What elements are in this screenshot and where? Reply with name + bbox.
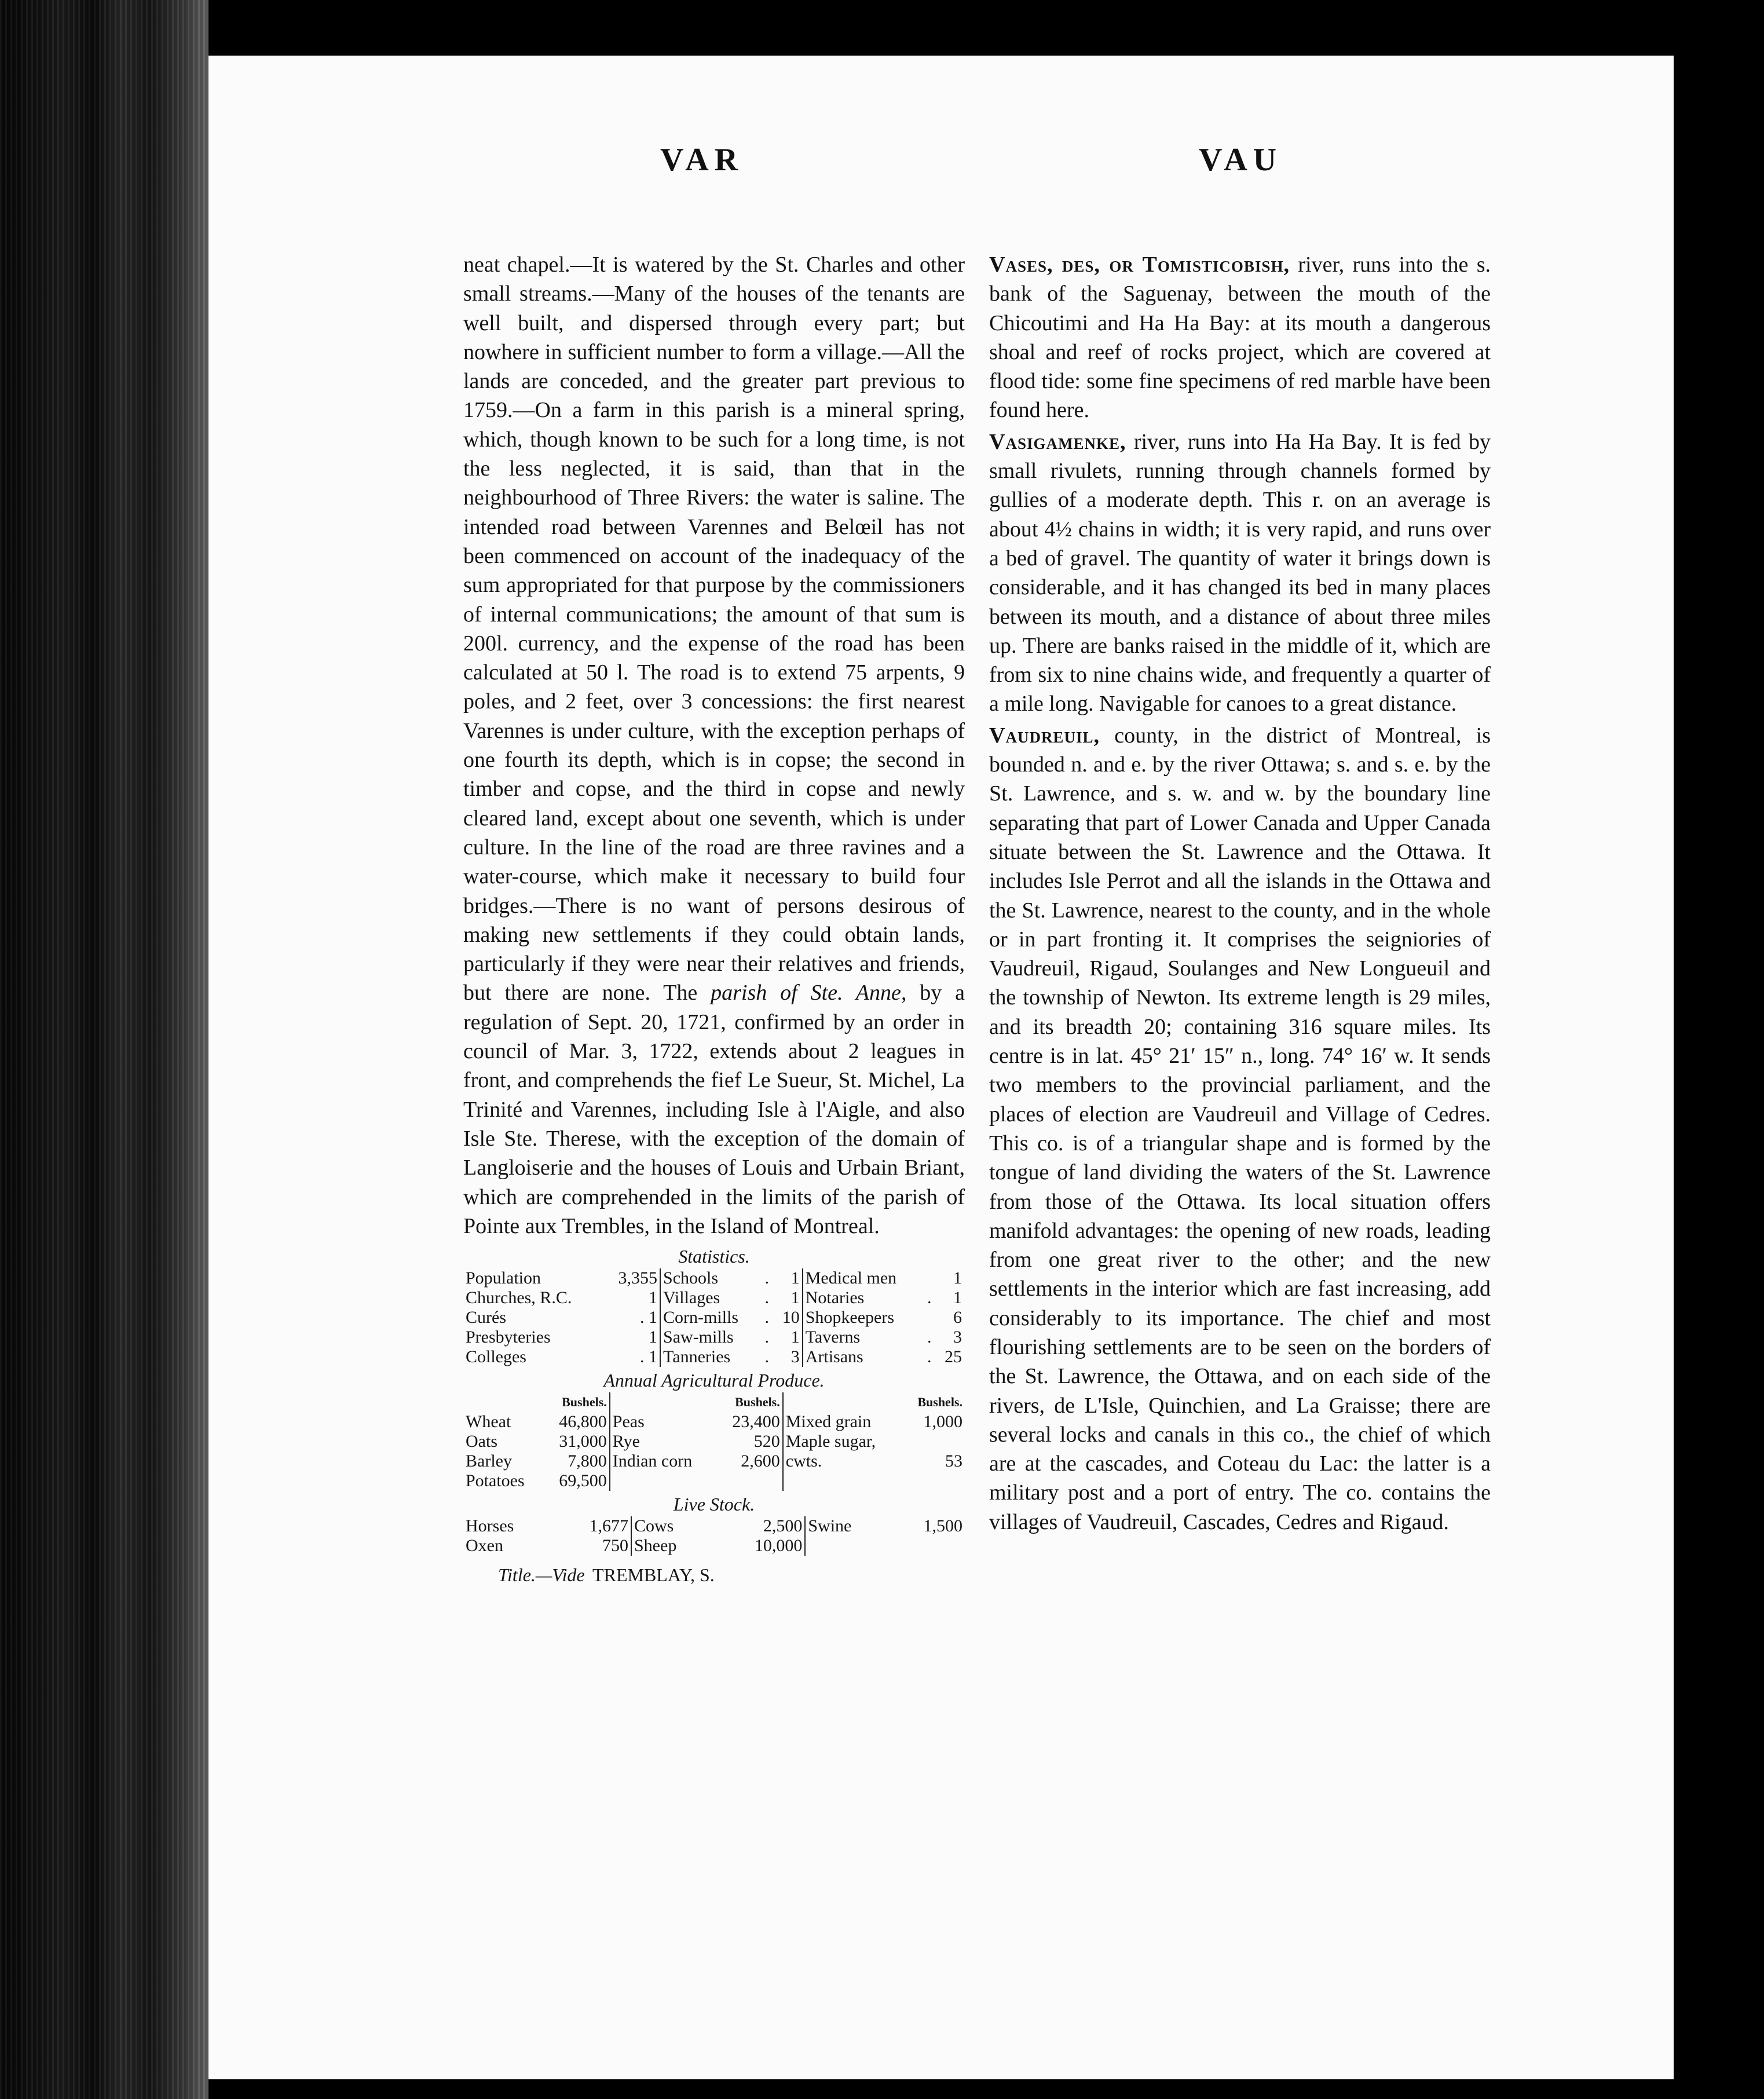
livestock-row [463, 1536, 965, 1556]
running-head-right: VAU [1199, 142, 1283, 178]
stat-label: Notaries [805, 1288, 865, 1308]
livestock-label: Sheep [634, 1536, 677, 1556]
stat-label: Taverns [805, 1328, 861, 1347]
produce-label: Peas [612, 1412, 645, 1432]
livestock-label [805, 1536, 889, 1556]
produce-value [716, 1471, 783, 1491]
produce-value: 23,400 [716, 1412, 783, 1432]
statistics-title: Statistics. [678, 1246, 750, 1267]
stat-value: 1 [604, 1288, 660, 1308]
stat-label: Saw-mills [663, 1328, 734, 1347]
produce-value: 69,500 [543, 1471, 610, 1491]
stat-value: 1 [953, 1288, 962, 1308]
produce-value: 53 [945, 1451, 962, 1471]
stat-label: Curés [466, 1308, 506, 1328]
stat-value: 1 [774, 1268, 803, 1288]
stat-label: Tanneries [663, 1347, 731, 1367]
livestock-value: 750 [555, 1536, 631, 1556]
statistics-row [463, 1268, 964, 1288]
entry-vasigamenke-head: Vasigamenke, [989, 429, 1126, 454]
produce-unit-2: Bushels. [716, 1392, 783, 1412]
livestock-value: 10,000 [713, 1536, 805, 1556]
livestock-table [463, 1516, 965, 1556]
left-paragraph-tail: by a regulation of Sept. 20, 1721, confirmed by an order in council of Mar. 3, 1722, extends about 2 leagues in front, and comprehends the fief Le Sueur, St. Michel, La Trinité and Varennes, including Isle à l'Aigle, and also Isle Ste. Therese, with the exception of the domain of Langloiserie and the houses of Louis and Urbain Briant, which are comprehended in the limits of the parish of Pointe aux Trembles, in the Island of Montreal. [463, 981, 965, 1238]
stat-value: 1 [953, 1268, 962, 1288]
livestock-title: Live Stock. [673, 1494, 755, 1515]
entry-vaudreuil-head: Vaudreuil, [989, 723, 1100, 748]
entry-vasigamenke [989, 427, 1491, 719]
produce-label: Barley [466, 1451, 512, 1471]
stat-label: Presbyteries [466, 1328, 551, 1347]
stat-dot: . [927, 1288, 932, 1308]
produce-label [783, 1471, 903, 1491]
produce-unit-1: Bushels. [543, 1392, 610, 1412]
produce-table [463, 1392, 965, 1491]
livestock-value: 1,500 [923, 1516, 962, 1536]
stat-dot [925, 1268, 936, 1288]
entry-vases [989, 250, 1491, 425]
stat-value: 3 [953, 1328, 962, 1347]
title-note [463, 1565, 965, 1585]
stat-value: 1 [774, 1288, 803, 1308]
produce-value: 31,000 [543, 1432, 610, 1451]
statistics-row [463, 1308, 964, 1328]
livestock-label: Swine [808, 1516, 852, 1536]
statistics-block [463, 1246, 965, 1585]
produce-label: Indian corn [612, 1451, 693, 1471]
produce-label: Oats [466, 1432, 497, 1451]
title-note-italic: Title.—Vide [498, 1564, 585, 1586]
produce-value: 1,000 [923, 1412, 962, 1432]
produce-label: cwts. [785, 1451, 822, 1471]
produce-label: Rye [612, 1432, 640, 1451]
title-note-text: TREMBLAY, S. [592, 1564, 715, 1586]
statistics-table [463, 1268, 965, 1367]
produce-value: 520 [716, 1432, 783, 1451]
produce-row [463, 1432, 965, 1451]
livestock-label: Cows [634, 1516, 674, 1536]
left-paragraph [463, 250, 965, 1241]
stat-label: Population [466, 1268, 541, 1288]
stat-value: . 1 [604, 1347, 660, 1367]
entry-vases-head: Vases, des, or Tomisticobish, [989, 253, 1290, 277]
produce-value: 46,800 [543, 1412, 610, 1432]
stat-dot: . [764, 1268, 770, 1288]
produce-unit-3: Bushels. [917, 1395, 962, 1410]
livestock-label: Horses [466, 1516, 514, 1536]
produce-value: 2,600 [716, 1451, 783, 1471]
stat-value: 1 [774, 1328, 803, 1347]
entry-vases-text: river, runs into the s. bank of the Saguenay, between the mouth of the Chicoutimi and Ha Ha Bay: at its mouth a dangerous shoal and reef of rocks project, which are covered at flood tide: some fine specimens of red marble have been found here. [989, 253, 1491, 423]
produce-value [902, 1471, 965, 1491]
livestock-value: 1,677 [555, 1516, 631, 1536]
stat-dot: . [764, 1347, 770, 1367]
produce-label [610, 1471, 716, 1491]
running-head-left: VAR [660, 142, 744, 178]
stat-dot [925, 1308, 936, 1328]
stat-dot: . [764, 1328, 770, 1347]
stat-label: Villages [663, 1288, 720, 1308]
produce-row [463, 1471, 965, 1491]
statistics-row [463, 1328, 964, 1347]
livestock-value: 2,500 [713, 1516, 805, 1536]
stat-label: Artisans [805, 1347, 863, 1367]
produce-title: Annual Agricultural Produce. [603, 1370, 825, 1391]
entry-vaudreuil-text: county, in the district of Montreal, is bounded n. and e. by the river Ottawa; s. and s. e. by the St. Lawrence, and s. w. and w. by the boundary line separating that part of Lower Canada and Upper Canada situate between the St. Lawrence and the Ottawa. It includes Isle Perrot and all the islands in the Ottawa and the St. Lawrence, nearest to the county, and in the whole or in part fronting it. It comprises the seigniories of Vaudreuil, Rigaud, Soulanges and New Longueuil and the township of Newton. Its extreme length is 29 miles, and its breadth 20; containing 316 square miles. Its centre is in lat. 45° 21′ 15″ n., long. 74° 16′ w. It sends two members to the provincial parliament, and the places of election are Vaudreuil and Village of Cedres. This co. is of a triangular shape and is formed by the tongue of land dividing the waters of the St. Lawrence from those of the Ottawa. Its local situation offers manifold advantages: the opening of new roads, leading from one great river to the other; and the new settlements in the interior which are fast increasing, add considerably to its importance. The chief and most flourishing settlements are to be seen on the borders of the St. Lawrence, the Ottawa, and on each side of the rivers, de L'Isle, Quinchien, and La Graisse; there are several locks and canals in this co., the chief of which are at the cascades, and Coteau du Lac: the latter is a military post and a port of entry. The co. contains the villages of Vaudreuil, Cascades, Cedres and Rigaud. [989, 723, 1491, 1534]
left-paragraph-text: neat chapel.—It is watered by the St. Charles and other small streams.—Many of the houses of the tenants are well built, and dispersed through every part; but nowhere in sufficient number to form a village.—All the lands are conceded, and the greater part previous to 1759.—On a farm in this parish is a mineral spring, which, though known to be such for a long time, is not the less neglected, it is said, than that in the neighbourhood of Three Rivers: the water is saline. The intended road between Varennes and Belœil has not been commenced on account of the inadequacy of the sum appropriated for that purpose by the commissioners of internal communications; the amount of that sum is 200l. currency, and the expense of the road has been calculated at 50 l. The road is to extend 75 arpents, 9 poles, and 2 feet, over 3 concessions: the first nearest Varennes is under culture, with the exception perhaps of one fourth its depth, which is in copse; the second in timber and copse, and the third in copse and newly cleared land, except about one seventh, which is under culture. In the line of the road are three ravines and a water-course, which make it necessary to build four bridges.—There is no want of persons desirous of making new settlements if they could obtain lands, particularly if they were near their relatives and friends, but there are none. The [463, 253, 965, 1005]
stat-value: 1 [604, 1328, 660, 1347]
stat-dot: . [927, 1328, 932, 1347]
stat-label: Medical men [805, 1268, 897, 1288]
stat-label: Colleges [466, 1347, 526, 1367]
stat-label: Churches, R.C. [466, 1288, 572, 1308]
stat-value: 3 [774, 1347, 803, 1367]
stat-value: 25 [945, 1347, 962, 1367]
left-column [463, 250, 965, 1585]
livestock-row [463, 1516, 965, 1536]
stat-label: Shopkeepers [805, 1308, 894, 1328]
livestock-label: Oxen [466, 1536, 503, 1556]
produce-label: Wheat [466, 1412, 511, 1432]
stat-dot: . [764, 1288, 770, 1308]
produce-unit-row [463, 1392, 965, 1412]
produce-label: Mixed grain [785, 1412, 872, 1432]
right-column [989, 250, 1491, 1537]
stat-value: 3,355 [604, 1268, 660, 1288]
stat-label: Corn-mills [663, 1308, 739, 1328]
stat-value: . 1 [604, 1308, 660, 1328]
entry-vaudreuil [989, 721, 1491, 1537]
parish-italic: parish of Ste. Anne, [711, 981, 907, 1005]
entry-vasigamenke-text: river, runs into Ha Ha Bay. It is fed by small rivulets, running through channels formed by gullies of a moderate depth. This r. on an average is about 4½ chains in width; it is very rapid, and runs over a bed of gravel. The quantity of water it brings down is considerable, and it has changed its bed in many places between its mouth, and a distance of about three miles up. There are banks raised in the middle of it, which are from six to nine chains wide, and frequently a quarter of a mile long. Navigable for canoes to a great distance. [989, 429, 1491, 716]
produce-row [463, 1451, 965, 1471]
livestock-value [890, 1536, 965, 1556]
stat-value: 6 [953, 1308, 962, 1328]
book-spine [0, 0, 208, 2099]
produce-label: Maple sugar, [785, 1432, 876, 1451]
produce-row [463, 1412, 965, 1432]
stat-dot: . [927, 1347, 932, 1367]
right-entries [989, 250, 1491, 1537]
produce-value [902, 1432, 965, 1451]
produce-value: 7,800 [543, 1451, 610, 1471]
produce-label: Potatoes [466, 1471, 525, 1491]
statistics-row [463, 1347, 964, 1367]
statistics-row [463, 1288, 964, 1308]
stat-dot: . [764, 1308, 770, 1328]
stat-label: Schools [663, 1268, 719, 1288]
scan-border [1674, 0, 1764, 2099]
stat-value: 10 [774, 1308, 803, 1328]
